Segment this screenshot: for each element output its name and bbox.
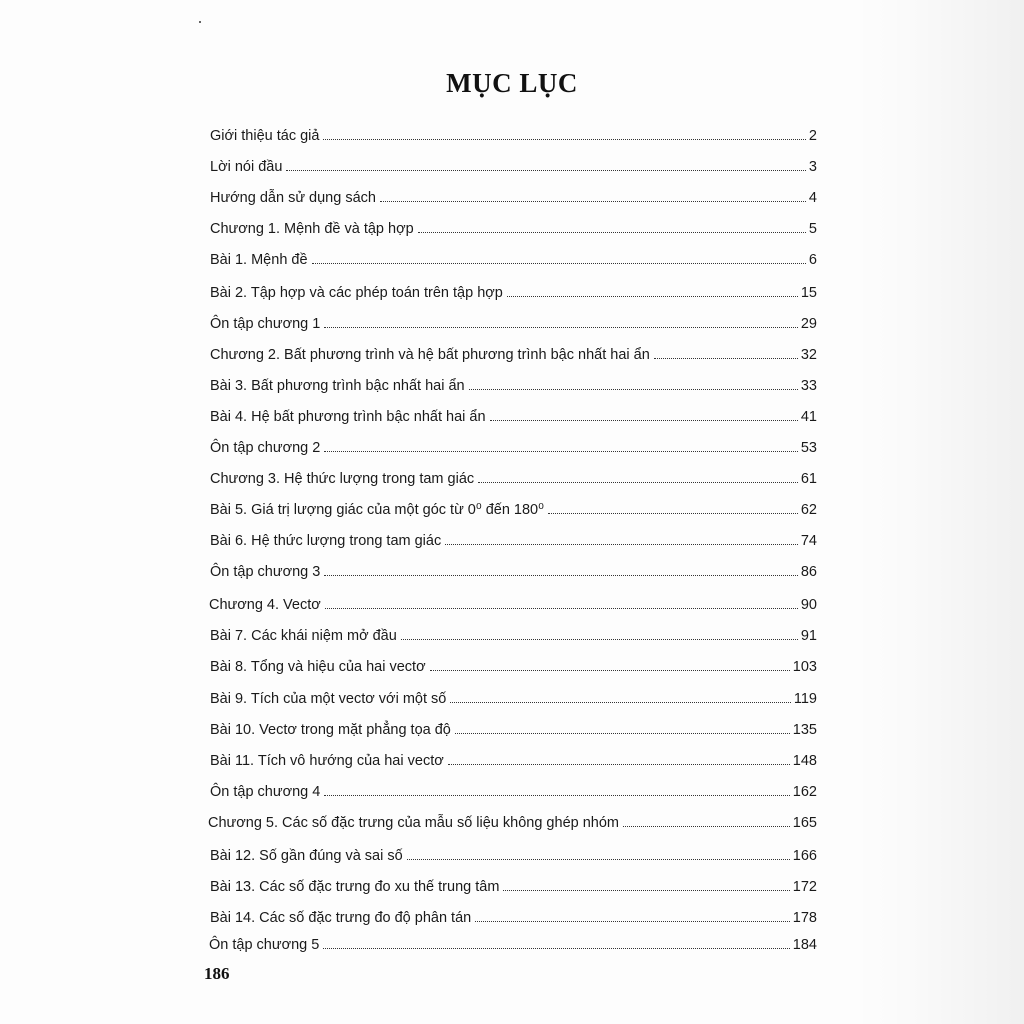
toc-entry <box>210 625 817 645</box>
toc-entry <box>210 218 817 238</box>
toc-entry <box>210 781 817 801</box>
toc-entry-label: Ôn tập chương 4 <box>210 784 321 800</box>
dot-leader <box>548 499 798 514</box>
dot-leader <box>654 344 798 359</box>
dot-leader <box>286 156 806 171</box>
toc-entry <box>210 561 817 581</box>
toc-entry-label: Bài 4. Hệ bất phương trình bậc nhất hai ẩn <box>210 409 486 425</box>
toc-entry <box>209 594 817 614</box>
toc-entry-page: 6 <box>808 252 817 268</box>
toc-entry-page: 86 <box>800 564 817 580</box>
toc-entry-page: 41 <box>800 409 817 425</box>
dot-leader <box>324 561 798 576</box>
toc-entry-page: 53 <box>800 440 817 456</box>
toc-entry-label: Chương 5. Các số đặc trưng của mẫu số liệu không ghép nhóm <box>208 815 619 831</box>
toc-entry-label: Ôn tập chương 1 <box>210 316 321 332</box>
toc-entry-label: Chương 1. Mệnh đề và tập hợp <box>210 221 414 237</box>
toc-entry-label: Bài 9. Tích của một vectơ với một số <box>210 691 447 707</box>
toc-entry <box>208 812 817 832</box>
dot-leader <box>469 375 798 390</box>
dot-leader <box>450 688 791 703</box>
toc-entry <box>210 375 817 395</box>
toc-entry-label: Bài 8. Tổng và hiệu của hai vectơ <box>210 659 426 675</box>
dot-leader <box>507 282 798 297</box>
toc-entry-label: Bài 13. Các số đặc trưng đo xu thế trung tâm <box>210 879 500 895</box>
toc-entry-label: Bài 12. Số gần đúng và sai số <box>210 848 403 864</box>
toc-entry-page: 172 <box>792 879 817 895</box>
toc-entry-page: 184 <box>792 937 817 953</box>
toc-entry <box>210 156 817 176</box>
dot-leader <box>445 530 798 545</box>
toc-entry <box>210 313 817 333</box>
dot-leader <box>312 249 806 264</box>
dot-leader <box>407 845 790 860</box>
toc-entry-label: Bài 5. Giá trị lượng giác của một góc từ 0⁰ đến 180⁰ <box>210 502 544 518</box>
toc-entry-page: 5 <box>808 221 817 237</box>
toc-entry-label: Hướng dẫn sử dụng sách <box>210 190 376 206</box>
toc-entry-page: 135 <box>792 722 817 738</box>
dot-leader <box>490 406 798 421</box>
dot-leader <box>325 594 798 609</box>
toc-entry-page: 32 <box>800 347 817 363</box>
toc-entry <box>210 530 817 550</box>
toc-entry-page: 178 <box>792 910 817 926</box>
dot-leader <box>323 934 789 949</box>
dot-leader <box>475 907 790 922</box>
dot-leader <box>623 812 790 827</box>
toc-entry-label: Bài 7. Các khái niệm mở đầu <box>210 628 397 644</box>
dot-leader <box>455 719 790 734</box>
toc-entry <box>210 125 817 145</box>
toc-entry-page: 33 <box>800 378 817 394</box>
page-number: 186 <box>204 964 230 983</box>
toc-entry-page: 62 <box>800 502 817 518</box>
toc-entry-page: 29 <box>800 316 817 332</box>
toc-entry-label: Bài 14. Các số đặc trưng đo độ phân tán <box>210 910 472 926</box>
toc-entry-page: 119 <box>793 691 817 707</box>
toc-entry-label: Chương 4. Vectơ <box>209 597 321 613</box>
toc-entry-label: Bài 3. Bất phương trình bậc nhất hai ẩn <box>210 378 465 394</box>
toc-entry <box>210 876 817 896</box>
toc-entry <box>210 907 817 927</box>
toc-entry-page: 90 <box>800 597 817 613</box>
toc-entry-page: 4 <box>808 190 817 206</box>
toc-entry <box>210 656 817 676</box>
toc-entry <box>210 344 817 364</box>
toc-entry-label: Bài 2. Tập hợp và các phép toán trên tập hợp <box>210 285 503 301</box>
toc-entry-page: 3 <box>808 159 817 175</box>
toc-entry <box>210 406 817 426</box>
toc-entry-label: Bài 1. Mệnh đề <box>210 252 308 268</box>
toc-entry-page: 15 <box>800 285 817 301</box>
toc-entry-label: Chương 3. Hệ thức lượng trong tam giác <box>210 471 475 487</box>
toc-entry <box>210 468 817 488</box>
dot-leader <box>324 313 798 328</box>
toc-entry-label: Lời nói đầu <box>210 159 283 175</box>
toc-entry-page: 162 <box>792 784 817 800</box>
page-title: MỤC LỤC <box>446 68 578 98</box>
dot-leader <box>478 468 798 483</box>
toc-entry <box>210 719 817 739</box>
toc-entry-page: 148 <box>792 753 817 769</box>
toc-entry-label: Ôn tập chương 3 <box>210 564 321 580</box>
toc-entry <box>210 845 817 865</box>
toc-entry-page: 74 <box>800 533 817 549</box>
toc-entry <box>210 499 817 519</box>
toc-entry-page: 103 <box>792 659 817 675</box>
toc-entry <box>210 249 817 269</box>
toc-entry-label: Chương 2. Bất phương trình và hệ bất phương trình bậc nhất hai ẩn <box>210 347 650 363</box>
toc-entry-label: Giới thiệu tác giả <box>210 128 320 144</box>
dot-leader <box>430 656 790 671</box>
dot-leader <box>401 625 798 640</box>
dot-leader <box>324 437 798 452</box>
toc-entry-label: Bài 11. Tích vô hướng của hai vectơ <box>210 753 444 769</box>
toc-entry-page: 165 <box>792 815 817 831</box>
toc-entry-page: 91 <box>800 628 817 644</box>
toc-entry <box>210 437 817 457</box>
toc-entry-label: Ôn tập chương 5 <box>209 937 320 953</box>
toc-entry-label: Bài 6. Hệ thức lượng trong tam giác <box>210 533 442 549</box>
dot-leader <box>448 750 790 765</box>
toc-entry-page: 166 <box>792 848 817 864</box>
dot-leader <box>503 876 789 891</box>
toc-entry <box>210 187 817 207</box>
toc-entry-page: 2 <box>808 128 817 144</box>
toc-entry <box>210 282 817 302</box>
toc-entry <box>210 750 817 770</box>
toc-entry-label: Bài 10. Vectơ trong mặt phẳng tọa độ <box>210 722 451 738</box>
dot-leader <box>324 781 789 796</box>
toc-entry <box>210 688 817 708</box>
dot-leader <box>323 125 805 140</box>
dot-leader <box>380 187 806 202</box>
toc-entry-label: Ôn tập chương 2 <box>210 440 321 456</box>
toc-entry-page: 61 <box>800 471 817 487</box>
toc-entry <box>209 934 817 954</box>
dot-leader <box>418 218 806 233</box>
